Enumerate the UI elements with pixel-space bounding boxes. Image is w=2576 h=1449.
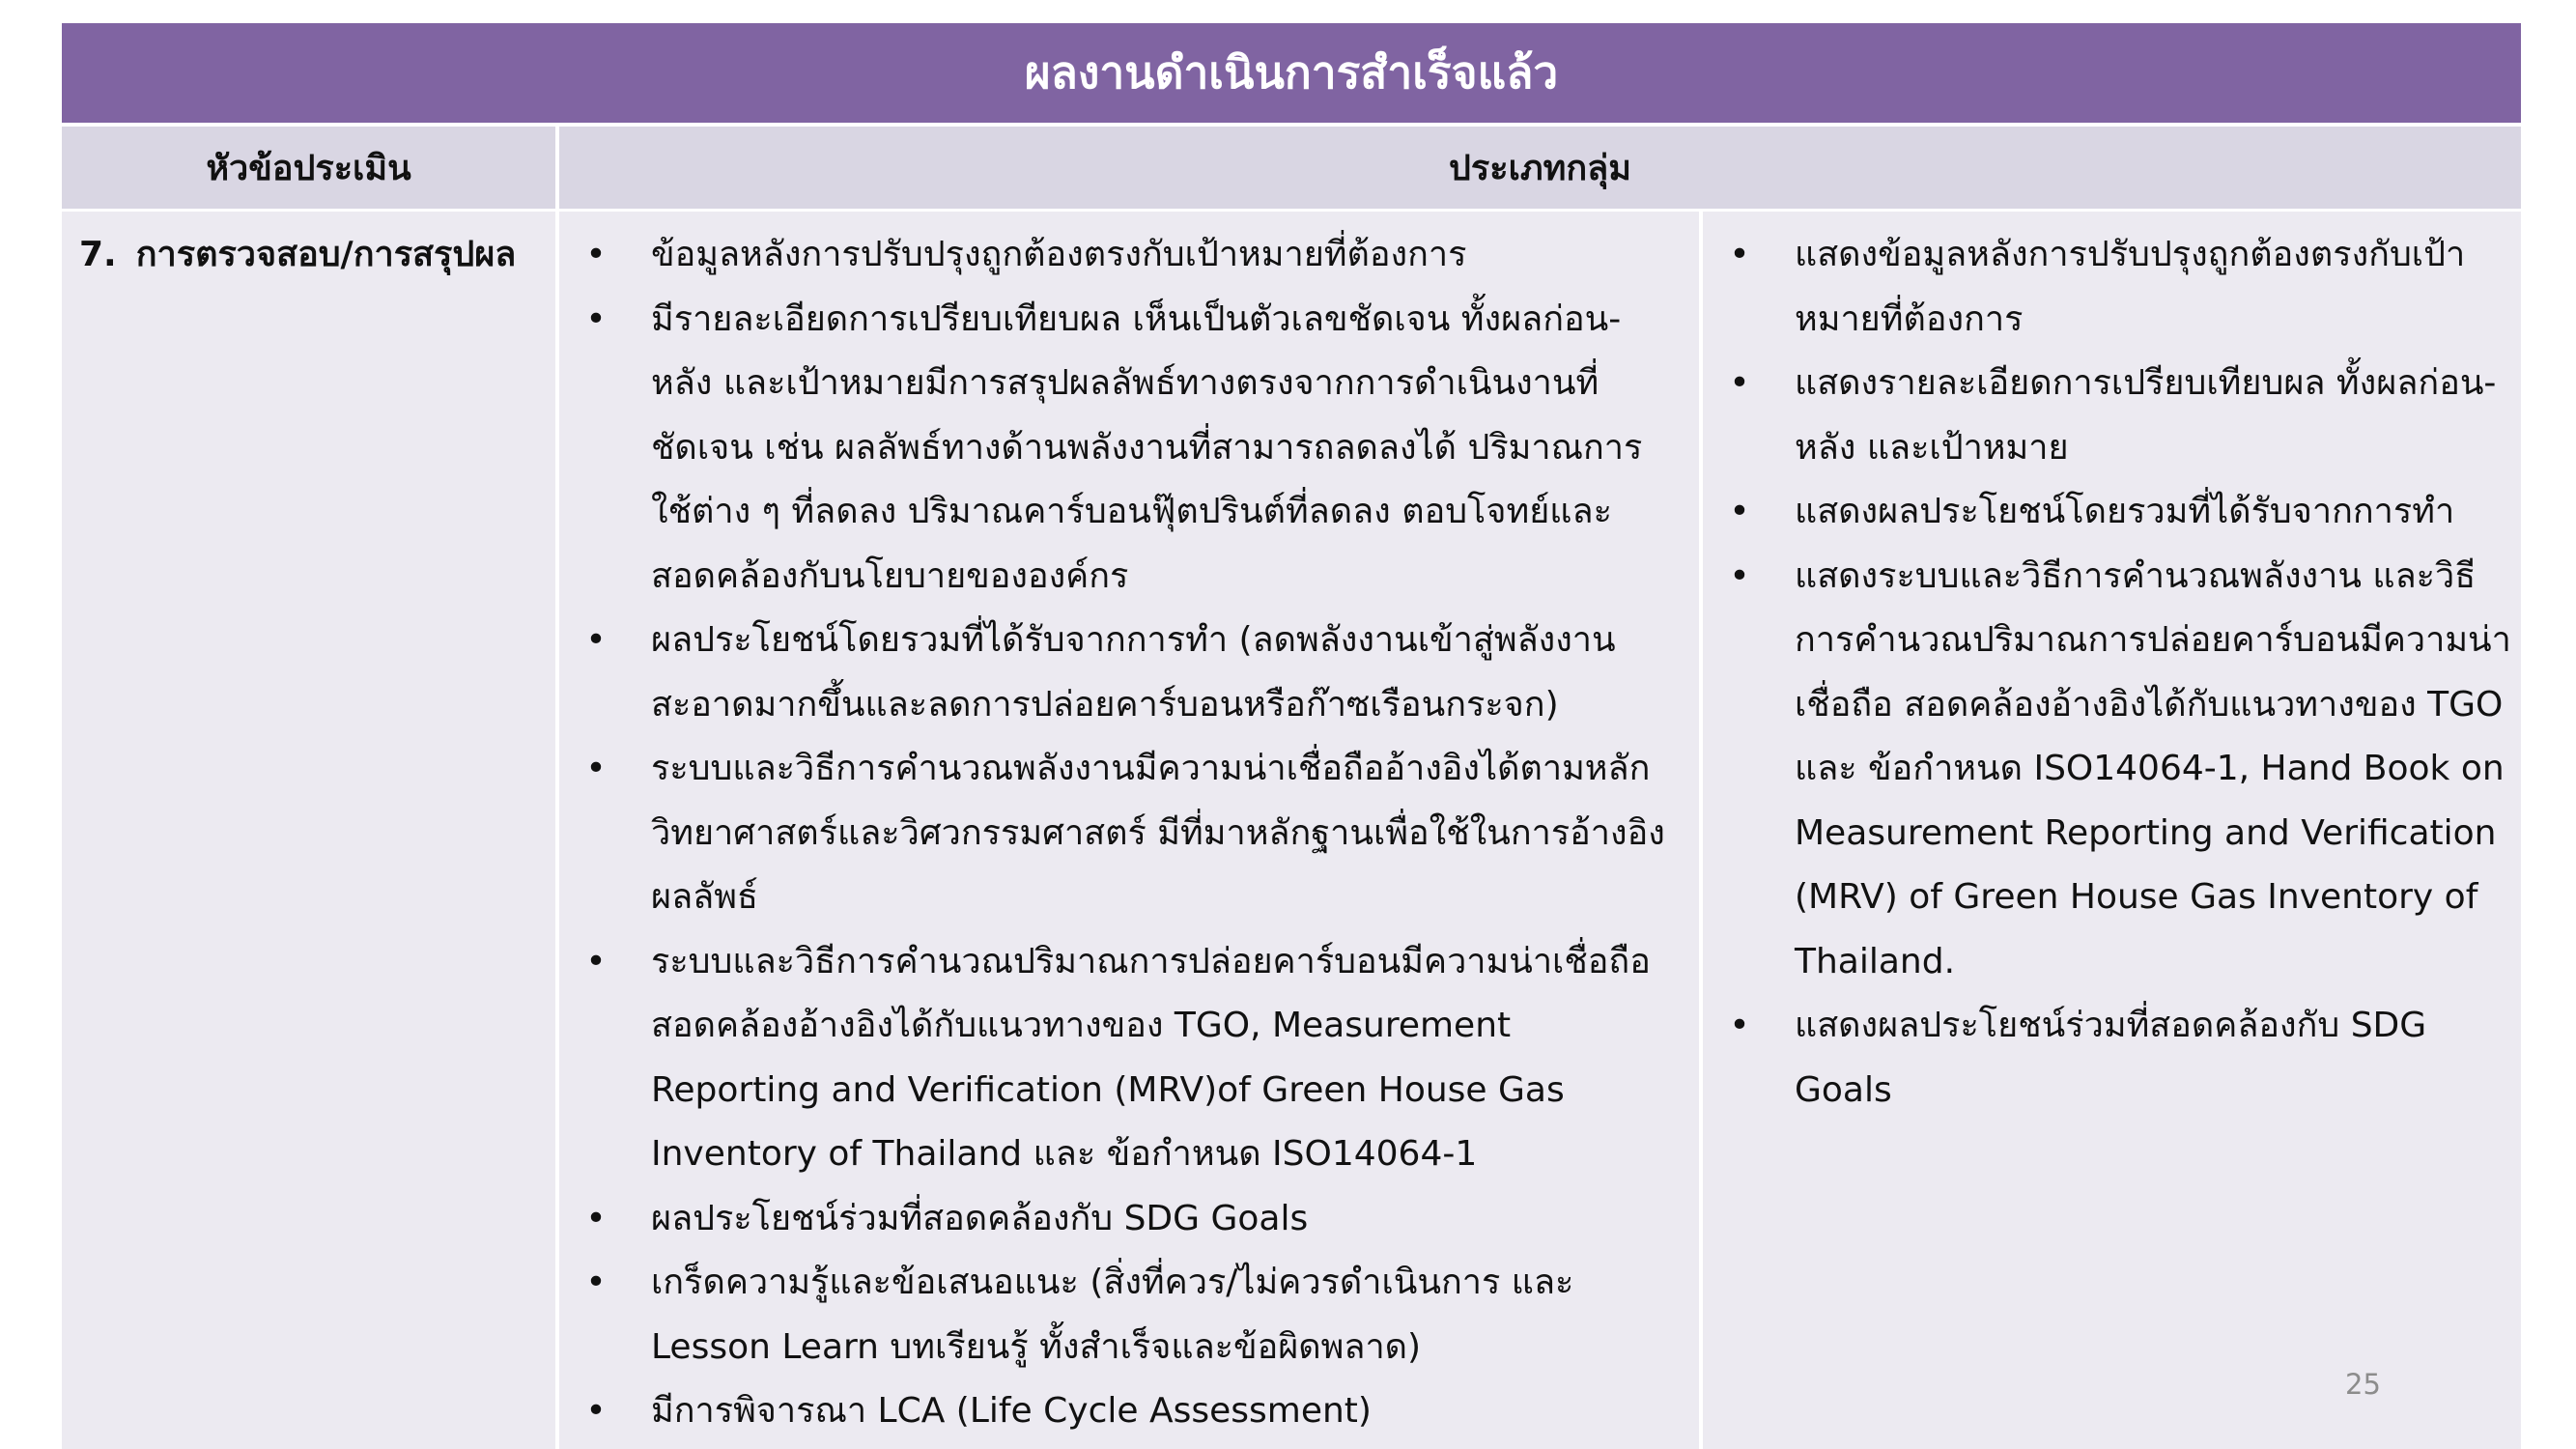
bullet-icon: • (585, 1198, 607, 1238)
list-item: • ผลประโยชน์โดยรวมที่ได้รับจากการทำ (ลดพลังงานเข้าสู่พลังงานสะอาดมากขึ้นและลดการปล่อยคาร์บอนหรือก๊าซเรือนกระจก) (559, 609, 1680, 737)
header-group-type: ประเภทกลุ่ม (1449, 149, 1631, 188)
table-body (62, 212, 2521, 1449)
criteria-list-b (1703, 223, 2514, 1122)
table-header-row (62, 127, 2521, 209)
bullet-icon: • (1729, 363, 1750, 403)
bullet-icon: • (585, 1391, 607, 1431)
bullet-icon: • (585, 620, 607, 660)
list-item: • แสดงข้อมูลหลังการปรับปรุงถูกต้องตรงกับเป้าหมายที่ต้องการ (1703, 223, 2514, 352)
topic-label (79, 223, 516, 287)
list-item: • แสดงผลประโยชน์โดยรวมที่ได้รับจากการทำ (1703, 480, 2514, 545)
list-item: • ระบบและวิธีการคำนวณปริมาณการปล่อยคาร์บอนมีความน่าเชื่อถือ สอดคล้องอ้างอิงได้กับแนวทางของ TGO, Measurement Reporting and Verification (MRV)of Green House Gas Inventory of Thailand และ ข้อกำหนด ISO14064-1 (559, 930, 1680, 1187)
bullet-icon: • (585, 298, 607, 339)
list-item: • ผลประโยชน์ร่วมที่สอดคล้องกับ SDG Goals (559, 1187, 1680, 1252)
criteria-cell-a (559, 212, 1699, 1449)
topic-number: 7. (79, 235, 117, 274)
list-item: • เกร็ดความรู้และข้อเสนอแนะ (สิ่งที่ควร/ไม่ควรดำเนินการ และ Lesson Learn บทเรียนรู้ ทั้งสำเร็จและข้อผิดพลาด) (559, 1251, 1680, 1379)
bullet-icon: • (585, 235, 607, 274)
list-item: • แสดงระบบและวิธีการคำนวณพลังงาน และวิธีการคำนวณปริมาณการปล่อยคาร์บอนมีความน่าเชื่อถือ สอดคล้องอ้างอิงได้กับแนวทางของ TGO และ ข้อกำหนด ISO14064-1, Hand Book on Measurement Reporting and Verification (MRV) of Green House Gas Inventory of Thailand. (1703, 545, 2514, 995)
list-item: • แสดงผลประโยชน์ร่วมที่สอดคล้องกับ SDG Goals (1703, 994, 2514, 1122)
list-item: • มีรายละเอียดการเปรียบเทียบผล เห็นเป็นตัวเลขชัดเจน ทั้งผลก่อน-หลัง และเป้าหมายมีการสรุปผลลัพธ์ทางตรงจากการดำเนินงานที่ชัดเจน เช่น ผลลัพธ์ทางด้านพลังงานที่สามารถลดลงได้ ปริมาณการใช้ต่าง ๆ ที่ลดลง ปริมาณคาร์บอนฟุ๊ตปรินต์ที่ลดลง ตอบโจทย์และสอดคล้องกับนโยบายขององค์กร (559, 288, 1680, 610)
page-number: 25 (2345, 1368, 2381, 1401)
topic-text: การตรวจสอบ/การสรุปผล (135, 235, 517, 274)
criteria-list-a (559, 223, 1680, 1444)
topic-cell (62, 212, 555, 1449)
list-item: • ระบบและวิธีการคำนวณพลังงานมีความน่าเชื่อถืออ้างอิงได้ตามหลักวิทยาศาสตร์และวิศวกรรมศาสตร์ มีที่มาหลักฐานเพื่อใช้ในการอ้างอิงผลลัพธ์ (559, 737, 1680, 930)
list-item: • แสดงรายละเอียดการเปรียบเทียบผล ทั้งผลก่อน-หลัง และเป้าหมาย (1703, 352, 2514, 480)
bullet-icon: • (585, 1263, 607, 1302)
slide-title: ผลงานดำเนินการสำเร็จแล้ว (62, 23, 2521, 123)
list-item: • มีการพิจารณา LCA (Life Cycle Assessment) (559, 1379, 1680, 1444)
bullet-icon: • (1729, 235, 1750, 274)
list-item: • ข้อมูลหลังการปรับปรุงถูกต้องตรงกับเป้าหมายที่ต้องการ (559, 223, 1680, 288)
header-evaluation-topic: หัวข้อประเมิน (206, 149, 411, 188)
bullet-icon: • (585, 941, 607, 981)
bullet-icon: • (1729, 555, 1750, 596)
bullet-icon: • (1729, 492, 1750, 531)
criteria-cell-b (1703, 212, 2521, 1449)
bullet-icon: • (585, 749, 607, 788)
bullet-icon: • (1729, 1006, 1750, 1045)
